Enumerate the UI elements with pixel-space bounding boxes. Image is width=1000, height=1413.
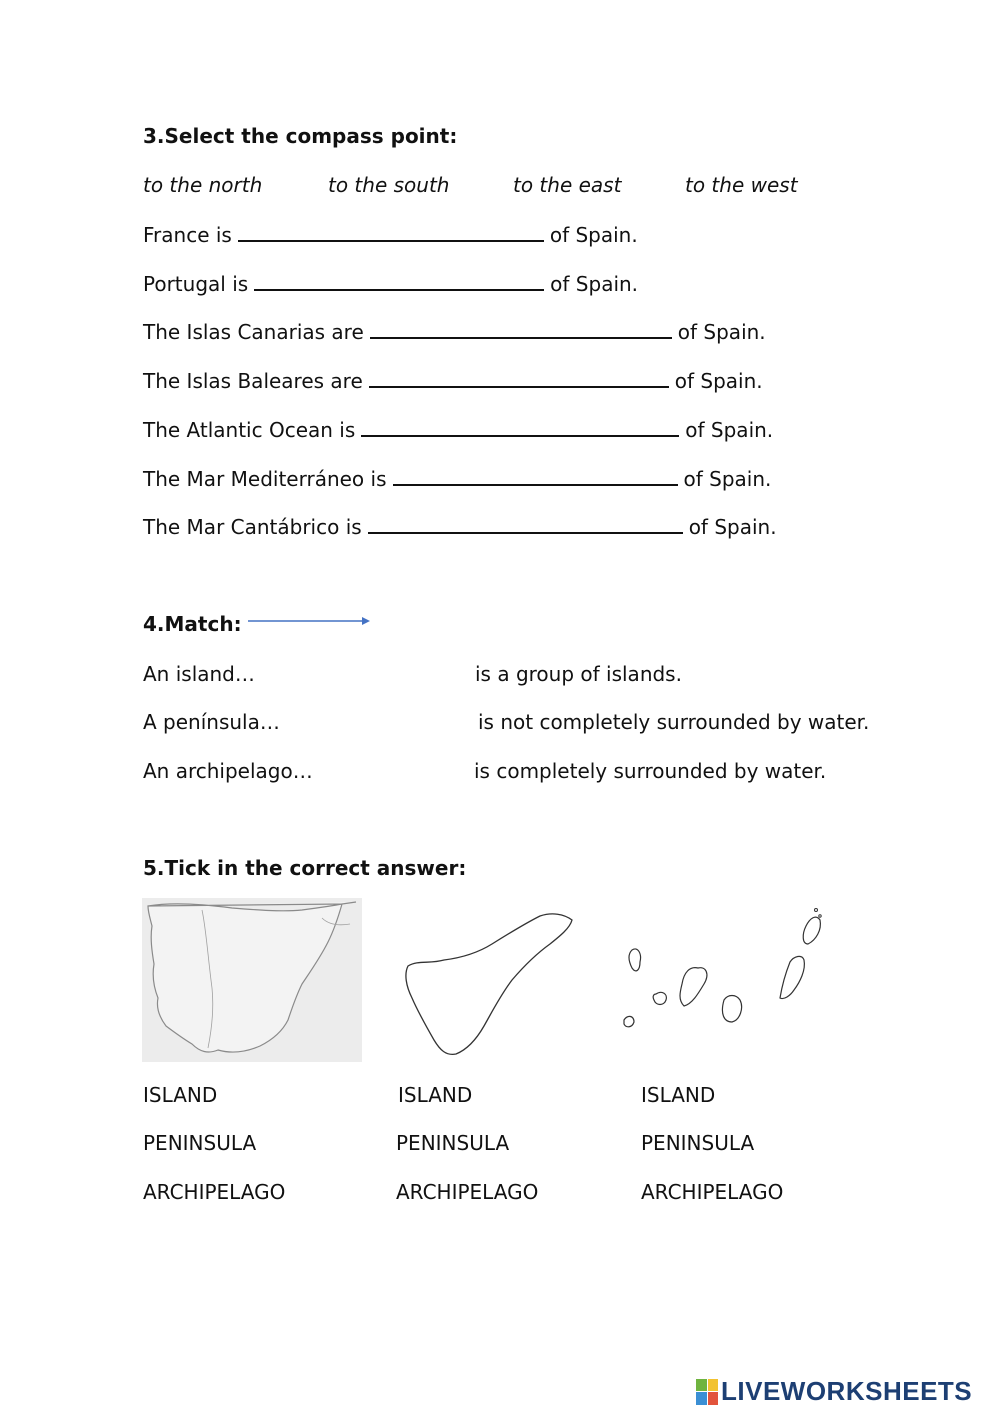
choice-peninsula-3[interactable]: PENINSULA [641, 1131, 755, 1155]
choice-island-2[interactable]: ISLAND [398, 1083, 473, 1107]
arrow-right-icon [246, 614, 372, 628]
sentence-canarias [143, 319, 766, 344]
choice-archipelago-3[interactable]: ARCHIPELAGO [641, 1180, 784, 1204]
answer-blank[interactable] [254, 271, 544, 291]
sentence-text: France is [143, 223, 232, 247]
tenerife-island-map [400, 908, 580, 1060]
sentence-france [143, 222, 638, 247]
sentence-text: of Spain. [688, 515, 777, 539]
match-right-item[interactable]: is completely surrounded by water. [474, 759, 827, 783]
sentence-text: The Mar Mediterráneo is [143, 467, 387, 491]
choice-archipelago-1[interactable]: ARCHIPELAGO [143, 1180, 286, 1204]
sentence-text: of Spain. [677, 320, 766, 344]
sentence-cantabrico [143, 514, 777, 539]
choice-peninsula-2[interactable]: PENINSULA [396, 1131, 510, 1155]
choice-island-1[interactable]: ISLAND [143, 1083, 218, 1107]
match-left-item[interactable]: An archipelago… [143, 759, 313, 783]
logo-text: LIVEWORKSHEETS [721, 1376, 973, 1406]
sentence-baleares [143, 368, 763, 393]
section-3-title: 3.Select the compass point: [143, 124, 458, 148]
option-north[interactable]: to the north [143, 173, 263, 197]
logo-badge-icon [696, 1379, 718, 1405]
iberian-peninsula-map [142, 898, 362, 1062]
section-4-title: 4.Match: [143, 612, 242, 636]
option-south[interactable]: to the south [328, 173, 450, 197]
sentence-text: The Mar Cantábrico is [143, 515, 362, 539]
sentence-mediterraneo [143, 466, 771, 491]
answer-blank[interactable] [393, 466, 678, 486]
match-right-item[interactable]: is a group of islands. [475, 662, 682, 686]
sentence-portugal [143, 271, 638, 296]
answer-blank[interactable] [368, 514, 683, 534]
sentence-text: of Spain. [674, 369, 763, 393]
answer-blank[interactable] [369, 368, 669, 388]
liveworksheets-logo [696, 1376, 972, 1407]
match-right-item[interactable]: is not completely surrounded by water. [478, 710, 870, 734]
option-west[interactable]: to the west [685, 173, 798, 197]
sentence-text: The Islas Baleares are [143, 369, 363, 393]
sentence-atlantic [143, 417, 773, 442]
choice-peninsula-1[interactable]: PENINSULA [143, 1131, 257, 1155]
sentence-text: The Islas Canarias are [143, 320, 364, 344]
option-east[interactable]: to the east [513, 173, 622, 197]
sentence-text: The Atlantic Ocean is [143, 418, 356, 442]
match-left-item[interactable]: An island… [143, 662, 255, 686]
sentence-text: of Spain. [683, 467, 772, 491]
sentence-text: of Spain. [549, 223, 638, 247]
choice-island-3[interactable]: ISLAND [641, 1083, 716, 1107]
choice-archipelago-2[interactable]: ARCHIPELAGO [396, 1180, 539, 1204]
sentence-text: Portugal is [143, 272, 249, 296]
answer-blank[interactable] [238, 222, 544, 242]
match-left-item[interactable]: A península… [143, 710, 280, 734]
sentence-text: of Spain. [685, 418, 774, 442]
answer-blank[interactable] [370, 319, 672, 339]
canary-islands-map [612, 902, 837, 1034]
section-5-title: 5.Tick in the correct answer: [143, 856, 467, 880]
answer-blank[interactable] [361, 417, 679, 437]
sentence-text: of Spain. [550, 272, 639, 296]
